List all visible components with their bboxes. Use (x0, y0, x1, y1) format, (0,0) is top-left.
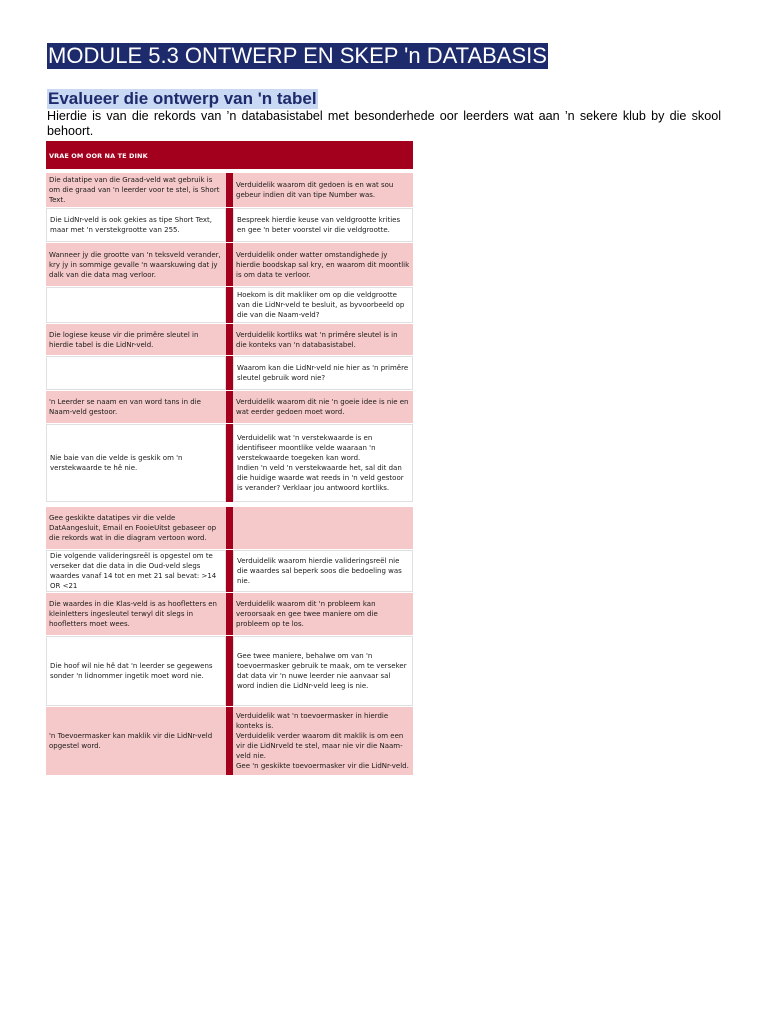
table-row (46, 507, 413, 550)
table-cell-right: Verduidelik waarom dit nie 'n goeie idee is nie en wat eerder gedoen moet word. (233, 391, 413, 423)
table-row (46, 208, 413, 243)
table-header (46, 141, 413, 169)
intro-paragraph: Hierdie is van die rekords van ’n databasistabel met besonderhede oor leerders wat aan ’n sekere klub by die skool behoort. (47, 109, 721, 138)
table-cell-right: Verduidelik wat 'n verstekwaarde is en identifiseer moontlike velde waaraan 'n verstekwaarde toegeken kan word. Indien 'n veld 'n verstekwaarde het, sal dit dan die huidige waarde wat reeds in 'n veld gestoor is verander? Verklaar jou antwoord kortliks. (233, 424, 413, 502)
table-cell-left: Die datatipe van die Graad-veld wat gebruik is om die graad van 'n leerder voor te stel, is Short Text. (46, 173, 226, 207)
table-cell-right: Bespreek hierdie keuse van veldgrootte krities en gee 'n beter voorstel vir die veldgrootte. (233, 208, 413, 242)
table-row (46, 324, 413, 356)
row-divider (226, 707, 233, 775)
table-row (46, 636, 413, 707)
table-cell-left: Die hoof wil nie hê dat 'n leerder se gegewens sonder 'n lidnommer ingetik moet word nie. (46, 636, 226, 706)
row-divider (226, 507, 233, 549)
table-cell-left: Gee geskikte datatipes vir die velde DatAangesluit, Email en FooieUitst gebaseer op die rekords wat in die diagram vertoon word. (46, 507, 226, 549)
row-divider (226, 593, 233, 635)
table-cell-right: Waarom kan die LidNr-veld nie hier as 'n primêre sleutel gebruik word nie? (233, 356, 413, 390)
table-cell-right: Gee twee maniere, behalwe om van 'n toevoermasker gebruik te maak, om te verseker dat data vir 'n nuwe leerder nie aanvaar sal word indien die LidNr-veld leeg is nie. (233, 636, 413, 706)
table-cell-left: Die waardes in die Klas-veld is as hoofletters en kleinletters ingesleutel terwyl dit slegs in hoofletters moet wees. (46, 593, 226, 635)
row-divider (226, 550, 233, 592)
table-row (46, 707, 413, 776)
table-cell-right: Verduidelik waarom dit gedoen is en wat sou gebeur indien dit van tipe Number was. (233, 173, 413, 207)
table-row (46, 173, 413, 208)
table-row (46, 593, 413, 636)
row-divider (226, 391, 233, 423)
row-divider (226, 356, 233, 390)
section-title: Evalueer die ontwerp van 'n tabel (48, 89, 317, 108)
row-divider (226, 243, 233, 286)
table-cell-left: Die LidNr-veld is ook gekies as tipe Short Text, maar met 'n verstekgrootte van 255. (46, 208, 226, 242)
row-divider (226, 287, 233, 323)
table-cell-right: Verduidelik waarom hierdie valideringsreël nie die waardes sal beperk soos die bedoeling was nie. (233, 550, 413, 592)
table-row (46, 391, 413, 424)
table-cell-right: Verduidelik onder watter omstandighede jy hierdie boodskap sal kry, en waarom dit moontlik is om data te verloor. (233, 243, 413, 286)
table-row (46, 356, 413, 391)
table-cell-left: 'n Toevoermasker kan maklik vir die LidNr-veld opgestel word. (46, 707, 226, 775)
table-header-label: VRAE OM OOR NA TE DINK (49, 152, 148, 160)
table-row (46, 424, 413, 503)
table-cell-left (46, 287, 226, 323)
table-cell-right: Verduidelik waarom dit 'n probleem kan veroorsaak en gee twee maniere om die probleem op te los. (233, 593, 413, 635)
table-cell-left: Wanneer jy die grootte van 'n teksveld verander, kry jy in sommige gevalle 'n waarskuwing dat jy dalk van die data mag verloor. (46, 243, 226, 286)
table-cell-left: Die logiese keuse vir die primêre sleutel in hierdie tabel is die LidNr-veld. (46, 324, 226, 355)
table-cell-right (233, 507, 413, 549)
table-cell-left: 'n Leerder se naam en van word tans in die Naam-veld gestoor. (46, 391, 226, 423)
table-row (46, 287, 413, 324)
table-cell-right: Verduidelik kortliks wat 'n primêre sleutel is in die konteks van 'n databasistabel. (233, 324, 413, 355)
row-divider (226, 424, 233, 502)
row-divider (226, 208, 233, 242)
table-cell-left: Die volgende valideringsreël is opgestel om te verseker dat die data in die Oud-veld slegs waardes vanaf 14 tot en met 21 sal bevat: >14 OR <21 (46, 550, 226, 592)
row-divider (226, 173, 233, 207)
row-divider (226, 324, 233, 355)
table-cell-left: Nie baie van die velde is geskik om 'n verstekwaarde te hê nie. (46, 424, 226, 502)
table-cell-left (46, 356, 226, 390)
table-row (46, 550, 413, 593)
row-divider (226, 636, 233, 706)
questions-table (46, 141, 413, 776)
module-title: MODULE 5.3 ONTWERP EN SKEP 'n DATABASIS (48, 43, 547, 68)
table-row (46, 243, 413, 287)
table-cell-right: Verduidelik wat 'n toevoermasker in hierdie konteks is. Verduidelik verder waarom dit maklik is om een vir die LidNrveld te stel, maar nie vir die Naam-veld nie. Gee 'n geskikte toevoermasker vir die LidNr-veld. (233, 707, 413, 775)
table-cell-right: Hoekom is dit makliker om op die veldgrootte van die LidNr-veld te besluit, as byvoorbeeld op die van die Naam-veld? (233, 287, 413, 323)
